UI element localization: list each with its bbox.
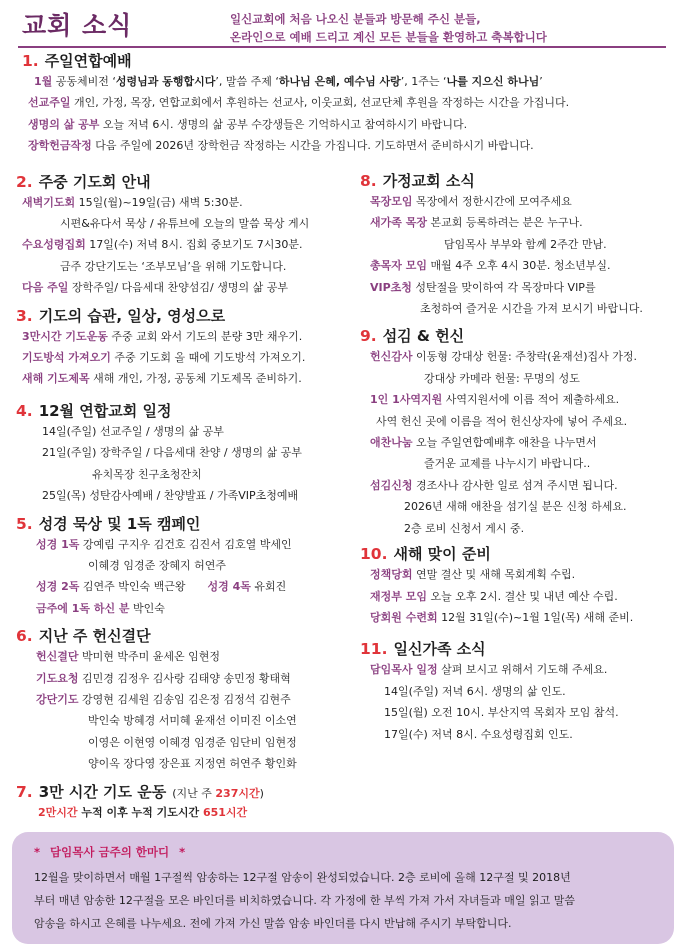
section-header: [16, 400, 356, 421]
cell-meeting: 목장모임 목장에서 정한시간에 모여주세요: [370, 195, 572, 208]
section-number: 8.: [360, 172, 377, 190]
section-title: 주일연합예배: [44, 52, 132, 70]
leaders-meeting: 총목자 모임 매월 4주 오후 4시 30분. 청소년부실.: [370, 259, 611, 273]
section-title: 지난 주 헌신결단: [38, 627, 151, 646]
section-header: [16, 513, 356, 534]
section-header: [22, 50, 356, 71]
schedule-item: 14일(주일) 선교주일 / 생명의 삶 공부: [42, 424, 224, 438]
mission-sunday: 선교주일 개인, 가정, 목장, 연합교회에서 후원하는 선교사, 이웃교회, 선교단체 후원을 작정하는 시간을 가집니다.: [28, 96, 570, 110]
section-new-year-prep: [360, 543, 670, 628]
section-title: 성경 묵상 및 1독 캠페인: [38, 514, 201, 533]
section-service: [360, 325, 670, 539]
serving-signup: 섬김신청 경조사나 감사한 일로 섬겨 주시면 됩니다.: [370, 478, 618, 492]
section-header: [16, 171, 356, 192]
serving-signup-cont: 2층 로비 신청서 게시 중.: [404, 521, 525, 535]
section-header: [360, 170, 670, 191]
section-number: 4.: [16, 401, 33, 420]
section-title: 3만 시간 기도 운동: [38, 782, 167, 801]
section-number: 9.: [360, 327, 377, 346]
newcomer-cell: 새가족 목장 본교회 등록하려는 분은 누구나.: [370, 216, 583, 230]
schedule-item: 21일(주일) 장학주일 / 다음세대 찬양 / 생명의 삶 공부: [42, 446, 302, 460]
commitment: 헌신결단 박미현 박주미 윤세온 임현정: [36, 650, 221, 664]
scholarship-pledge: 장학헌금작정 다음 주일에 2026년 장학헌금 작정하는 시간을 가집니다. 기도하면서 준비하시기 바랍니다.: [28, 139, 534, 153]
section-family-news: [360, 638, 670, 745]
section-header: [360, 325, 670, 346]
page-title: 교회 소식: [22, 11, 133, 40]
pastor-note-box: [12, 832, 674, 944]
section-title: 주중 기도회 안내: [38, 172, 151, 191]
section-title: 12월 연합교회 일정: [38, 401, 172, 420]
reading-this-week: 금주에 1독 하신 분 박인숙: [36, 601, 165, 615]
section-number: 3.: [16, 306, 33, 325]
section-header: [16, 781, 356, 802]
dedication-thanks-cont: 강대상 카메라 헌물: 무명의 성도: [424, 371, 580, 385]
finance-meeting: 재정부 모임 오늘 오후 2시. 결산 및 내년 예산 수립.: [370, 589, 618, 603]
schedule-item: 유치목장 친구초청잔치: [92, 467, 202, 481]
pastor-schedule: 담임목사 일정 살펴 보시고 위해서 기도해 주세요.: [370, 663, 608, 677]
vip-invitation: VIP초청 성탄절을 맞이하여 각 목장마다 VIP를: [370, 280, 596, 294]
life-study: 생명의 삶 공부 오늘 저녁 6시. 생명의 삶 공부 수강생들은 기억하시고 참여하시기 바랍니다.: [28, 117, 468, 131]
welcome-line-1: 일신교회에 처음 나오신 분들과 방문해 주신 분들,: [230, 12, 481, 26]
pastor-schedule-item: 17일(수) 저녁 8시. 수요성령집회 인도.: [384, 727, 573, 741]
wednesday-service: 수요성령집회 17일(수) 저녁 8시. 집회 중보기도 7시30분.: [22, 238, 303, 252]
dawn-prayer-detail: 시편&유다서 묵상 / 유튜브에 오늘의 말씀 묵상 게시: [60, 217, 310, 231]
section-number: 7.: [16, 782, 33, 801]
header-divider: [18, 46, 666, 48]
section-title: 가정교회 소식: [382, 172, 475, 190]
section-commitments: [16, 625, 356, 774]
section-house-church: [360, 170, 670, 319]
section-title: 섬김 & 헌신: [382, 327, 465, 346]
pulpit-prayer-names-cont: 박인숙 방혜경 서미혜 윤재선 이미진 이소연: [88, 714, 297, 728]
fellowship-meal-cont: 즐거운 교제를 나누시기 바랍니다..: [424, 457, 591, 471]
header: [0, 0, 682, 48]
next-sunday: 다음 주일 장학주일/ 다음세대 찬양섬김/ 생명의 삶 공부: [22, 281, 289, 295]
prayer-request: 기도요청 김민경 김정우 김사랑 김태양 송민정 황태혁: [36, 671, 291, 685]
star-icon: *: [179, 845, 186, 859]
section-prayer-meetings: [16, 171, 356, 299]
ministry-application: 1인 1사역지원 사역지원서에 이름 적어 제출하세요.: [370, 393, 620, 407]
serving-signup-cont: 2026년 새해 애찬을 섬기실 분은 신청 하세요.: [404, 500, 627, 514]
dawn-prayer: 새벽기도회 15일(월)~19일(금) 새벽 5:30분.: [22, 195, 243, 209]
section-30k-prayer: [16, 781, 356, 823]
session-retreat: 당회원 수련회 12월 31일(수)~1월 1일(목) 새해 준비.: [370, 610, 634, 624]
star-icon: *: [34, 845, 41, 859]
pastor-note-title: * 담임목사 금주의 한마디 *: [34, 845, 186, 859]
ministry-application-cont: 사역 헌신 곳에 이름을 적어 헌신상자에 넣어 주세요.: [376, 414, 628, 428]
section-worship: [22, 50, 570, 157]
section-header: [16, 305, 356, 326]
section-number: 2.: [16, 172, 33, 191]
reading-once: 성경 1독 강예림 구지우 김건호 김진서 김호열 박세인: [36, 537, 292, 551]
vip-invitation-cont: 초청하여 즐거운 시간을 가져 보시기 바랍니다.: [420, 302, 643, 316]
section-bible-reading: [16, 513, 356, 620]
new-year-prayer: 새해 기도제목 새해 개인, 가정, 공동체 기도제목 준비하기.: [22, 372, 302, 386]
newcomer-cell-detail: 담임목사 부부와 함께 2주간 만남.: [444, 237, 607, 251]
cumulative-hours: 2만시간 누적 이후 누적 기도시간 651시간: [38, 805, 248, 819]
pulpit-prayer-names: 강단기도 강영현 김세원 김송임 김은정 김정석 김현주: [36, 692, 291, 706]
section-header: [360, 638, 670, 659]
reading-twice-four: 성경 2독 김연주 박인숙 백근왕 성경 4독 유회진: [36, 580, 287, 594]
prayer-campaign: 3만시간 기도운동 주중 교회 와서 기도의 분량 3만 채우기.: [22, 329, 303, 343]
fellowship-meal: 애찬나눔 오늘 주일연합예배후 애찬을 나누면서: [370, 436, 597, 450]
section-title: 일신가족 소식: [393, 640, 486, 659]
section-prayer-habits: [16, 305, 356, 390]
reading-once-cont: 이혜경 임경준 장혜지 허연주: [88, 558, 227, 572]
section-number: 11.: [360, 640, 388, 659]
policy-session: 정책당회 연말 결산 및 새해 목회계획 수립.: [370, 568, 576, 582]
pulpit-prayer-names-cont: 이영은 이현영 이혜경 임경준 임단비 임현정: [88, 735, 297, 749]
section-title: 기도의 습관, 일상, 영성으로: [38, 306, 226, 325]
right-column: [360, 170, 670, 745]
section-number: 6.: [16, 627, 33, 646]
section-header: [360, 543, 670, 564]
pulpit-prayer: 금주 강단기도는 ‘조부모님’을 위해 기도합니다.: [60, 259, 287, 273]
schedule-item: 25일(목) 성탄감사예배 / 찬양발표 / 가족VIP초청예배: [42, 489, 299, 503]
worship-theme: 1월 공동체비전 ‘성령님과 동행합시다’, 말씀 주제 ‘하나님 은혜, 예수님 사랑’, 1주는 ‘나를 지으신 하나님’: [34, 75, 543, 88]
last-week-hours: (지난 주 237시간): [172, 786, 264, 800]
section-header: [16, 625, 356, 646]
pastor-schedule-item: 15일(월) 오전 10시. 부산지역 목회자 모임 참석.: [384, 706, 619, 720]
welcome-line-2: 온라인으로 예배 드리고 계신 모든 분들을 환영하고 축복합니다: [230, 30, 547, 44]
section-title: 새해 맞이 준비: [393, 545, 491, 564]
pastor-schedule-item: 14일(주일) 저녁 6시. 생명의 삶 인도.: [384, 684, 566, 698]
section-number: 5.: [16, 514, 33, 533]
dedication-thanks: 헌신감사 이동형 강대상 헌물: 주창락(윤재선)집사 가정.: [370, 350, 638, 364]
pulpit-prayer-names-cont: 양이옥 장다영 장은표 지정연 허연주 황인화: [88, 757, 297, 771]
prayer-cushion: 기도방석 가져오기 주중 기도회 올 때에 기도방석 가져오기.: [22, 351, 306, 365]
section-december-schedule: [16, 400, 356, 507]
pastor-note-body: 12월을 맞이하면서 매월 1구절씩 암송하는 12구절 암송이 완성되었습니다. 2층 로비에 올해 12구절 및 2018년 부터 매년 암송한 12구절을 모은 바인더를 비치하였습니다. 각 가정에 한 부씩 가져 가서 자녀들과 매일 읽고 말씀 암송을 하시고 은혜를 나누세요. 전에 가져 가신 말씀 암송 바인더를 다시 반납해 주시기 부탁합니다.: [34, 871, 575, 930]
section-number: 1.: [22, 52, 39, 70]
welcome-message: [230, 10, 547, 46]
section-number: 10.: [360, 545, 388, 564]
